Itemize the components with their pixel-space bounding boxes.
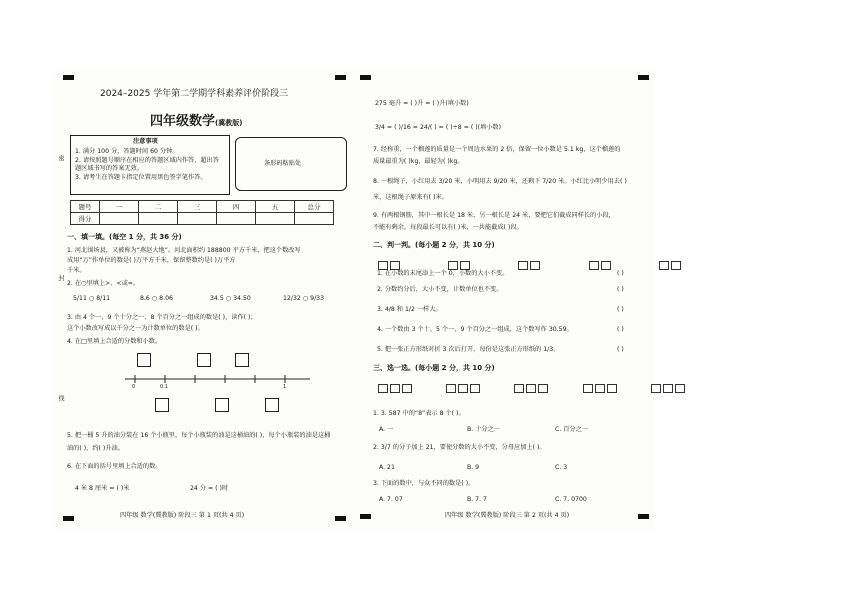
- table-cell[interactable]: [178, 213, 217, 225]
- axis-label-0-1: 0.1: [160, 384, 168, 390]
- side-label-mi: 密: [57, 155, 64, 161]
- table-cell: 题号: [71, 201, 100, 213]
- option-a-box[interactable]: [583, 384, 593, 393]
- mc-q2-option-b[interactable]: B. 9: [467, 464, 480, 471]
- q5-line-a: 5. 把一桶 5 升的油分装在 16 个小瓶里，每个小瓶装的油是这桶油的( )，每个小瓶装的油是这桶: [67, 432, 331, 439]
- q9-line-a: 9. 有两根钢筋，其中一根长是 18 米，另一根长是 24 米，要把它们截成同样长的小段，: [373, 212, 615, 219]
- tf-item-4: 4. 一个数由 3 个十、5 个一、9 个百分之一组成，这个数写作 30.59。: [377, 326, 573, 333]
- tf-check-box[interactable]: [518, 261, 528, 270]
- r2-text: 3/4 = ( )/16 = 24/( ) = ( )÷8 = ( )(填小数): [375, 124, 502, 131]
- option-c-box[interactable]: [402, 384, 412, 393]
- answer-box[interactable]: [235, 353, 249, 367]
- option-b-box[interactable]: [526, 384, 536, 393]
- table-cell: 五: [256, 201, 295, 213]
- tf-cross-box[interactable]: [601, 261, 611, 270]
- note-3: 3. 请考生在答题卡指定位置用黑色签字笔作答。: [75, 174, 207, 181]
- option-c-box[interactable]: [607, 384, 617, 393]
- notes-title: 注意事项: [133, 138, 158, 145]
- q1-line-c: 千米。: [67, 267, 86, 274]
- tf-item-5: 5. 把一张正方形纸对折 3 次后打开，每份是这张正方形纸的 1/3。: [377, 346, 560, 353]
- right-page: [355, 70, 655, 530]
- option-a-box[interactable]: [378, 384, 388, 393]
- axis-label-0: 0: [132, 384, 136, 390]
- mc-q1-options: [379, 426, 606, 434]
- section-2-title: 二、判一判。(每小题 2 分，共 10 分): [373, 241, 495, 249]
- registration-mark: [335, 75, 346, 80]
- mc-q1: 1. 3. 587 中的“8”表示 8 个( )。: [373, 410, 465, 417]
- option-c-box[interactable]: [675, 384, 685, 393]
- tf-cross-box[interactable]: [530, 261, 540, 270]
- mc-q2: 2. 3/7 的分子加上 21，要使分数的大小不变，分母应加上( )。: [373, 444, 546, 451]
- q3-line-a: 3. 由 4 个一、9 个十分之一、8 个百分之一组成的数是( )，读作( )；: [67, 314, 257, 321]
- tf-cross-box[interactable]: [390, 261, 400, 270]
- notes-box: [70, 135, 230, 195]
- option-b-box[interactable]: [458, 384, 468, 393]
- tf-check-box[interactable]: [659, 261, 669, 270]
- left-page: [55, 70, 360, 530]
- registration-mark: [638, 514, 649, 519]
- mc-q2-options: [379, 464, 585, 472]
- q2-item-2: 8.6 ○ 8.06: [140, 295, 173, 302]
- tf-cross-box[interactable]: [671, 261, 681, 270]
- mc-q1-option-c[interactable]: C. 百分之一: [555, 426, 589, 433]
- tf-bracket: ( ): [617, 346, 624, 353]
- option-b-box[interactable]: [390, 384, 400, 393]
- table-cell[interactable]: [139, 213, 178, 225]
- left-footer: 四年级 数学(冀教版) 阶段三 第 1 页(共 4 页): [120, 512, 245, 519]
- option-a-box[interactable]: [651, 384, 661, 393]
- q6-text: 6. 在下面的括号里填上合适的数。: [67, 463, 162, 470]
- mc-q3: 3. 下面的数中，与众不同的数是( )。: [373, 480, 475, 487]
- note-2: 2. 请按照题号顺序在相应的答题区域内作答，超出答题区域书写的答案无效。: [75, 157, 219, 172]
- table-cell[interactable]: [217, 213, 256, 225]
- mc-q1-option-b[interactable]: B. 十分之一: [467, 426, 500, 433]
- table-cell: 二: [139, 201, 178, 213]
- q7-line-a: 7. 经称重，一个榴莲的质量是一个周边水果的 2 倍，保留一位小数是 5.1 kg，这个榴莲的: [373, 146, 621, 153]
- registration-mark: [360, 514, 371, 519]
- table-cell: 四: [217, 201, 256, 213]
- q5-line-b: 油的( )，约( )升油。: [67, 445, 124, 452]
- mc-q3-option-a[interactable]: A. 7. 07: [379, 496, 403, 503]
- q1-line-b: 成用“万”作单位的数是( )万平方千米，保留整数约是( )万平方: [67, 257, 236, 264]
- barcode-box: [235, 137, 347, 191]
- registration-mark: [638, 75, 649, 80]
- q4-text: 4. 在□里填上合适的分数和小数。: [67, 338, 162, 345]
- q2-item-1: 5/11 ○ 8/11: [73, 295, 111, 302]
- side-label-feng: 封: [57, 275, 64, 281]
- tf-check-box[interactable]: [378, 261, 388, 270]
- q1-line-a: 1. 河北围场县，又被称为“燕赵大地”。河北面积约 188800 平方千米，把这个数改写: [67, 247, 301, 254]
- barcode-label: 条形码粘贴处: [264, 160, 302, 167]
- table-cell[interactable]: [100, 213, 139, 225]
- option-a-box[interactable]: [514, 384, 524, 393]
- tf-cross-box[interactable]: [460, 261, 470, 270]
- registration-mark: [360, 75, 371, 80]
- option-a-box[interactable]: [446, 384, 456, 393]
- q2-item-3: 34.5 ○ 34.50: [210, 295, 251, 302]
- q7-line-b: 质量最重为( )kg，最轻为( )kg。: [373, 158, 464, 165]
- score-table-score-row: [71, 213, 334, 225]
- tf-bracket: ( ): [617, 286, 624, 293]
- mc-q2-option-a[interactable]: A. 21: [379, 464, 395, 471]
- tf-item-3: 3. 4/8 和 1/2 一样大。: [377, 306, 442, 313]
- mc-q3-option-b[interactable]: B. 7. 7: [467, 496, 487, 503]
- tf-bracket: ( ): [617, 270, 624, 277]
- table-cell: 一: [100, 201, 139, 213]
- mc-answer-row: [377, 378, 686, 397]
- registration-mark: [335, 516, 346, 521]
- score-table-header-row: [71, 201, 334, 213]
- axis-label-1: 1: [283, 384, 287, 390]
- answer-box[interactable]: [197, 353, 211, 367]
- mc-q2-option-c[interactable]: C. 3: [555, 464, 568, 471]
- q2-text: 2. 在○里填上>、<或=。: [67, 280, 140, 287]
- answer-box[interactable]: [215, 398, 229, 412]
- registration-mark: [63, 75, 74, 80]
- table-cell: 三: [178, 201, 217, 213]
- registration-mark: [63, 516, 74, 521]
- header-title: 2024–2025 学年第二学期学科素养评价阶段三: [100, 89, 289, 99]
- q8-line-b: 米，这根绳子原来有( )米。: [373, 194, 448, 201]
- table-cell: 得分: [71, 213, 100, 225]
- q8-line-a: 8. 一根绳子，小红用去 3/20 米，小明用去 9/20 米，还剩下 7/20 米。小红比小明少用去( ): [373, 178, 627, 185]
- option-c-box[interactable]: [470, 384, 480, 393]
- r1-text: 275 毫升 = ( )升 = ( )升(填小数): [375, 100, 469, 107]
- note-1: 1. 满分 100 分，答题时间 60 分钟。: [75, 148, 179, 155]
- q9-line-b: 不能有剩余。每段最长可以有( )米，一共能截成( )段。: [373, 224, 523, 231]
- side-label-xian: 线: [57, 395, 64, 401]
- mc-q1-option-a[interactable]: A. 一: [379, 426, 394, 433]
- section-1-title: 一、填一填。(每空 1 分，共 36 分): [67, 233, 182, 241]
- table-cell[interactable]: [295, 213, 334, 225]
- answer-box[interactable]: [137, 353, 151, 367]
- tf-item-2: 2. 分数约分后，大小不变，计数单位也不变。: [377, 286, 503, 293]
- q6-item-2: 24 分 = ( )时: [190, 485, 229, 492]
- answer-box[interactable]: [265, 398, 279, 412]
- option-b-box[interactable]: [663, 384, 673, 393]
- right-footer: 四年级 数学(冀教版) 阶段三 第 2 页(共 4 页): [445, 512, 570, 519]
- table-cell[interactable]: [256, 213, 295, 225]
- main-title: 四年级数学(冀教版): [150, 114, 243, 129]
- q3-line-b: 这个小数改写成以千分之一为计数单位的数是( )。: [67, 325, 204, 332]
- table-cell: 总分: [295, 201, 334, 213]
- mc-q3-options: [379, 496, 605, 504]
- tf-check-box[interactable]: [589, 261, 599, 270]
- answer-box[interactable]: [155, 398, 169, 412]
- option-b-box[interactable]: [595, 384, 605, 393]
- score-table: [70, 200, 334, 225]
- tf-bracket: ( ): [617, 306, 624, 313]
- tf-check-box[interactable]: [448, 261, 458, 270]
- tf-bracket: ( ): [617, 326, 624, 333]
- section-3-title: 三、选一选。(每小题 2 分，共 10 分): [373, 364, 495, 372]
- mc-q3-option-c[interactable]: C. 7. 0700: [555, 496, 587, 503]
- tf-item-1: 1. 在小数的末尾添上一个 0，小数的大小不变。: [377, 270, 509, 277]
- q6-item-1: 4 米 8 厘米 = ( )米: [75, 485, 130, 492]
- number-line: [115, 367, 315, 395]
- option-c-box[interactable]: [538, 384, 548, 393]
- q2-item-4: 12/32 ○ 9/33: [283, 295, 325, 302]
